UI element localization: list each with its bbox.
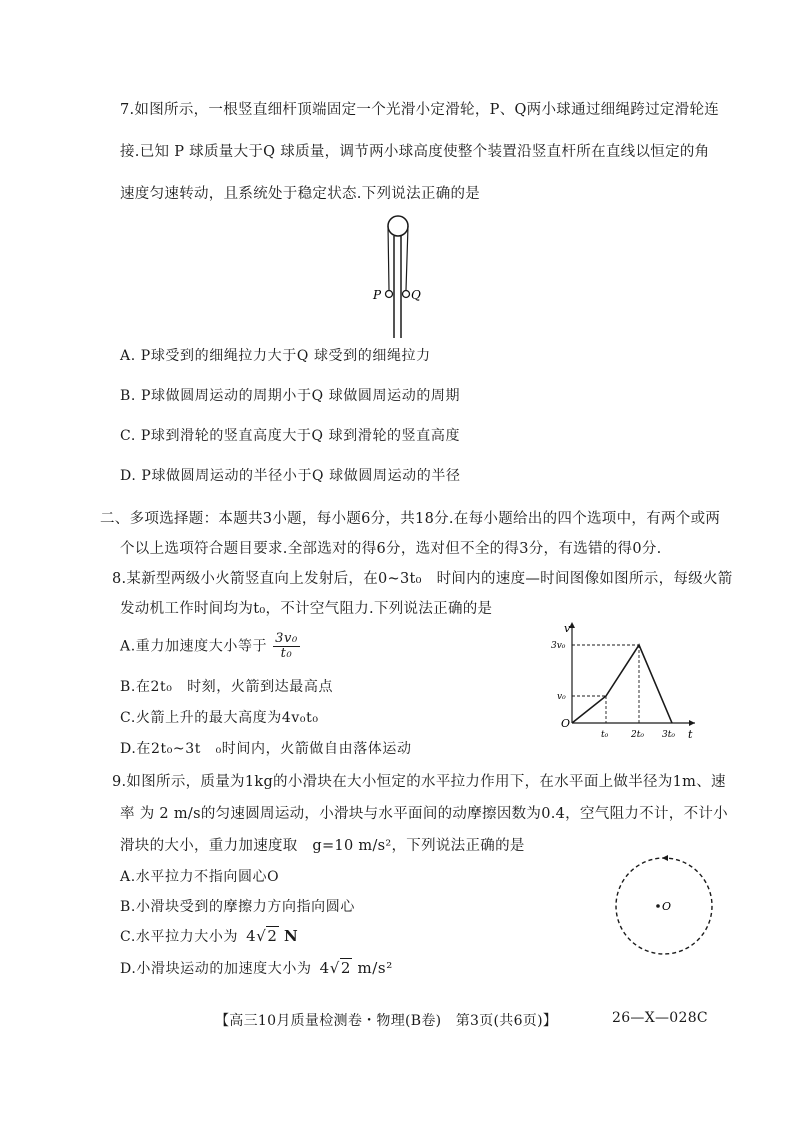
page-footer: 【高三10月质量检测卷・物理(B卷) 第3页(共6页)】 — [215, 1013, 558, 1029]
q8-option-a — [120, 632, 300, 661]
x-axis-arrow-icon — [689, 720, 695, 726]
label-q: Q — [411, 288, 421, 302]
center-label: O — [662, 900, 672, 913]
q9-circle-figure — [612, 854, 716, 958]
q7-option-c: C. P球到滑轮的竖直高度大于Q 球到滑轮的竖直高度 — [120, 428, 461, 444]
pulley-icon — [388, 216, 408, 236]
q7-stem-line-3: 速度匀速转动，且系统处于稳定状态.下列说法正确的是 — [120, 186, 481, 202]
q9-option-d-unit: m/s² — [357, 959, 393, 977]
q8-stem-line-2: 发动机工作时间均为t₀，不计空气阻力.下列说法正确的是 — [120, 601, 493, 617]
q7-stem-line-1: 7.如图所示，一根竖直细杆顶端固定一个光滑小定滑轮，P、Q两小球通过细绳跨过定滑轮连 — [120, 102, 720, 118]
q7-stem-line-2: 接.已知 P 球质量大于Q 球质量，调节两小球高度使整个装置沿竖直杆所在直线以恒定的角 — [120, 144, 710, 160]
q9-option-d-radicand: 2 — [340, 959, 352, 977]
x-tick-2t0: 2t₀ — [631, 730, 644, 740]
q8-fraction-denominator: t₀ — [280, 646, 293, 661]
q9-stem-line-2: 率 为 2 m/s的匀速圆周运动，小滑块与水平面间的动摩擦因数为0.4，空气阻力不计，不计小 — [120, 806, 728, 822]
direction-arrow-icon — [662, 855, 668, 861]
q9-option-c-text: C.水平拉力大小为 — [120, 929, 239, 945]
y-tick-v0: v₀ — [557, 692, 566, 702]
ball-p — [386, 291, 393, 298]
q9-option-c-coef: 4 — [246, 927, 257, 945]
q8-option-a-fraction — [273, 632, 300, 661]
q8-option-b: B.在2t₀ 时刻，火箭到达最高点 — [120, 679, 334, 695]
q9-option-c-radicand: 2 — [267, 927, 278, 945]
q8-option-d: D.在2t₀~3t ₀时间内，火箭做自由落体运动 — [120, 741, 412, 757]
x-tick-t0: t₀ — [601, 730, 609, 740]
y-tick-3v0: 3v₀ — [551, 641, 566, 651]
q9-option-c — [120, 926, 298, 946]
q7-pulley-figure — [360, 210, 440, 340]
q7-option-b: B. P球做圆周运动的周期小于Q 球做圆周运动的周期 — [120, 388, 461, 404]
q8-stem-line-1: 8.某新型两级小火箭竖直向上发射后，在0~3t₀ 时间内的速度—时间图像如图所示，每级火箭 — [112, 571, 733, 587]
string-q — [406, 226, 408, 290]
ball-q — [403, 291, 410, 298]
origin-label: O — [561, 717, 571, 730]
q9-stem-line-3: 滑块的大小，重力加速度取 g=10 m/s²，下列说法正确的是 — [120, 838, 525, 854]
q8-option-a-text: A.重力加速度大小等于 — [120, 638, 268, 655]
q9-option-b: B.小滑块受到的摩擦力方向指向圆心 — [120, 899, 355, 915]
section2-heading-line-2: 个以上选项符合题目要求.全部选对的得6分，选对但不全的得3分，有选错的得0分. — [120, 541, 662, 557]
x-tick-3t0: 3t₀ — [662, 730, 675, 740]
q9-stem-line-1: 9.如图所示，质量为1kg的小滑块在大小恒定的水平拉力作用下，在水平面上做半径为1m、速 — [112, 774, 726, 790]
y-axis-label: v — [564, 622, 571, 635]
q9-option-d-coef: 4 — [319, 959, 330, 977]
q9-option-d-text: D.小滑块运动的加速度大小为 — [120, 961, 312, 977]
q8-vt-graph — [550, 618, 700, 743]
q9-option-c-value: 4√2 N — [246, 927, 299, 945]
q8-option-c: C.火箭上升的最大高度为4v₀t₀ — [120, 710, 319, 726]
vt-series-line — [572, 645, 672, 723]
center-dot — [656, 904, 660, 908]
q9-option-c-unit: N — [283, 927, 299, 945]
q9-option-a: A.水平拉力不指向圆心O — [120, 869, 280, 885]
q8-fraction-numerator: 3v₀ — [275, 631, 298, 646]
section2-heading-line-1: 二、多项选择题：本题共3小题，每小题6分，共18分.在每小题给出的四个选项中，有两个或两 — [100, 511, 721, 527]
q9-option-d-value: 4√2 m/s² — [319, 959, 393, 977]
page-footer-code: 26—X—028C — [612, 1010, 708, 1026]
q7-option-d: D. P球做圆周运动的半径小于Q 球做圆周运动的半径 — [120, 468, 461, 484]
x-axis-label: t — [688, 728, 693, 741]
string-p — [388, 226, 389, 290]
q9-option-d — [120, 958, 393, 978]
label-p: P — [373, 288, 382, 302]
q7-option-a: A. P球受到的细绳拉力大于Q 球受到的细绳拉力 — [120, 348, 431, 364]
